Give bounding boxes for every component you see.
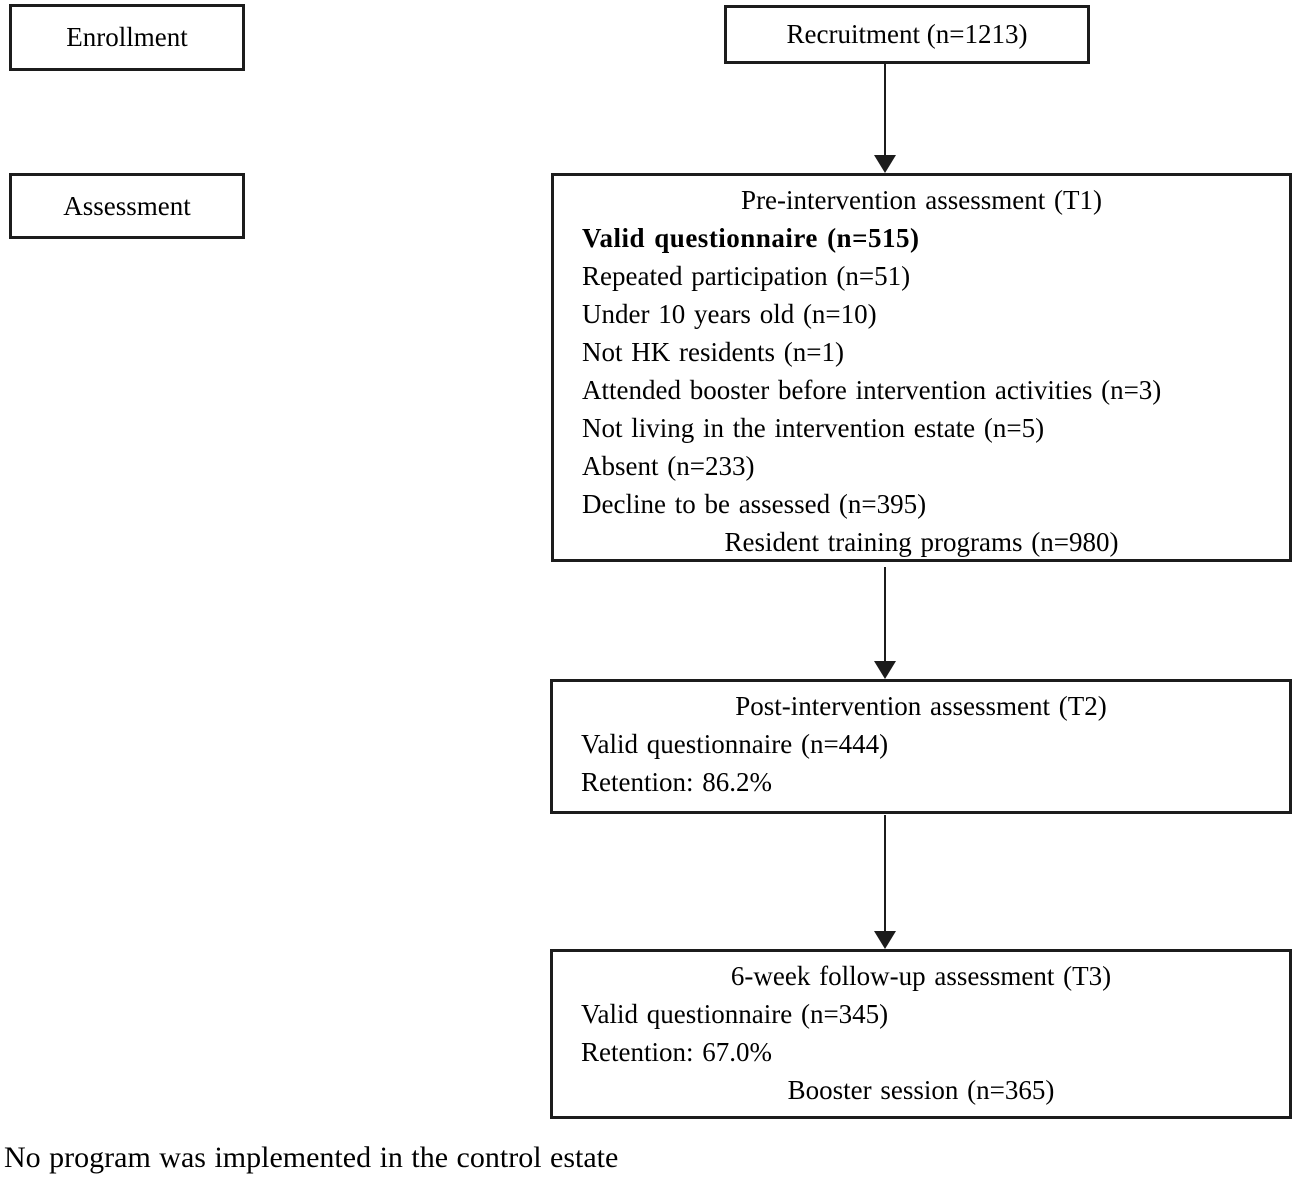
t1-resident-training-programs: Resident training programs (n=980)	[724, 527, 1119, 557]
recruitment-box	[724, 5, 1090, 64]
t2-valid-questionnaire: Valid questionnaire (n=444)	[581, 729, 889, 759]
t1-not-living-intervention-estate: Not living in the intervention estate (n=5)	[582, 413, 1045, 443]
t1-attended-booster: Attended booster before intervention activities (n=3)	[582, 375, 1162, 405]
arrow-t2-to-t3	[884, 815, 886, 932]
arrow-recruitment-to-t1-head	[874, 155, 896, 173]
recruitment-label: Recruitment (n=1213)	[786, 19, 1028, 49]
t1-not-hk-residents: Not HK residents (n=1)	[582, 337, 844, 367]
arrow-t2-to-t3-head	[874, 931, 896, 949]
t2-heading: Post-intervention assessment (T2)	[735, 691, 1107, 721]
t1-heading: Pre-intervention assessment (T1)	[741, 185, 1102, 215]
t3-valid-questionnaire: Valid questionnaire (n=345)	[581, 999, 889, 1029]
t1-absent: Absent (n=233)	[582, 451, 755, 481]
pre-intervention-assessment-box	[551, 173, 1292, 562]
t3-retention: Retention: 67.0%	[581, 1037, 772, 1067]
t1-decline-assessed: Decline to be assessed (n=395)	[582, 489, 927, 519]
t1-under-10-years: Under 10 years old (n=10)	[582, 299, 877, 329]
assessment-stage-box	[9, 173, 245, 239]
post-intervention-assessment-box	[550, 679, 1292, 814]
t1-repeated-participation: Repeated participation (n=51)	[582, 261, 911, 291]
t2-retention: Retention: 86.2%	[581, 767, 772, 797]
t1-valid-questionnaire: Valid questionnaire (n=515)	[582, 223, 920, 253]
control-estate-footnote: No program was implemented in the control estate	[4, 1141, 619, 1174]
arrow-recruitment-to-t1	[884, 64, 886, 156]
arrow-t1-to-t2	[884, 567, 886, 662]
enrollment-stage-label: Enrollment	[66, 22, 188, 52]
arrow-t1-to-t2-head	[874, 661, 896, 679]
t3-booster-session: Booster session (n=365)	[787, 1075, 1055, 1105]
t3-heading: 6-week follow-up assessment (T3)	[730, 961, 1112, 991]
followup-assessment-box	[550, 949, 1292, 1119]
enrollment-stage-box	[9, 4, 245, 71]
assessment-stage-label: Assessment	[63, 190, 191, 221]
